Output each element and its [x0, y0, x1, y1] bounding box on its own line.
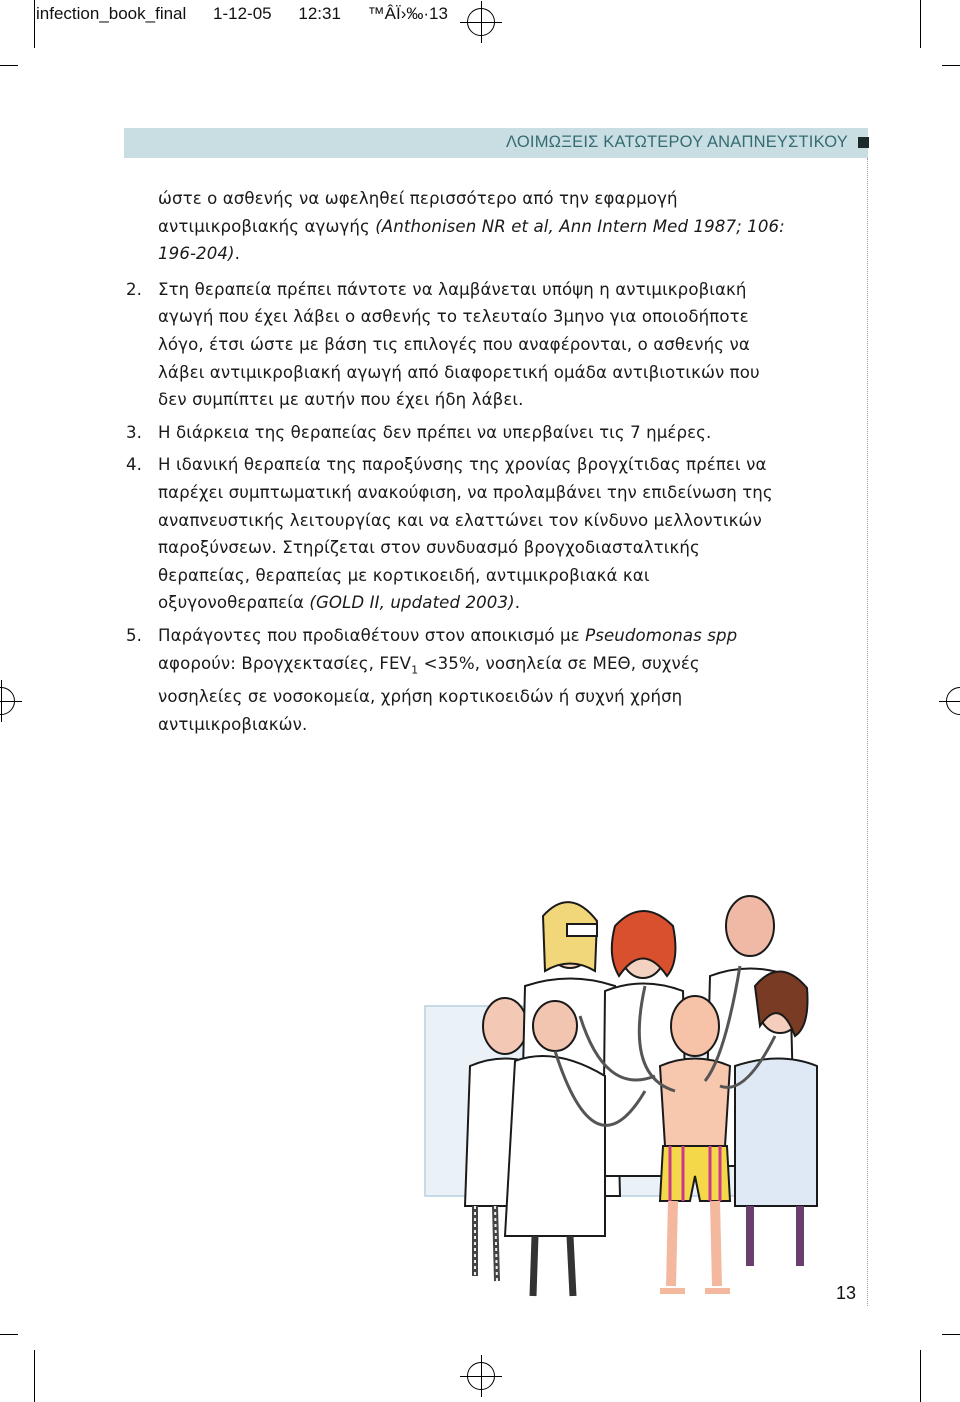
list-item-text: αφορούν: Βρογχεκτασίες, FEV: [158, 653, 412, 673]
list-item: [126, 451, 786, 617]
printer-slug: [36, 4, 470, 24]
margin-rule: [867, 158, 868, 1306]
list-number: 2.: [126, 279, 143, 299]
list-number: 5.: [126, 625, 143, 645]
registration-mark-icon: [467, 8, 495, 36]
body-text: [126, 185, 786, 744]
registration-mark-icon: [467, 1362, 495, 1390]
slug-time: 12:31: [298, 4, 341, 23]
citation: (GOLD II, updated 2003): [309, 593, 515, 613]
slug-filename: infection_book_final: [36, 4, 187, 23]
list-item: [126, 622, 786, 739]
running-header-title: ΛΟΙΜΩΞΕΙΣ ΚΑΤΩΤΕΡΟΥ ΑΝΑΠΝΕΥΣΤΙΚΟΥ: [506, 133, 848, 151]
slug-date: 1-12-05: [213, 4, 272, 23]
list-item-end: .: [514, 593, 521, 613]
registration-mark-icon: [946, 687, 960, 715]
continuation-end: .: [234, 244, 240, 264]
crop-mark: [920, 1350, 921, 1402]
crop-mark: [34, 0, 35, 48]
crop-mark: [34, 1350, 35, 1402]
continuation-paragraph: [126, 185, 786, 268]
crop-mark: [0, 1334, 18, 1335]
crop-mark: [0, 65, 18, 66]
list-item: [126, 276, 786, 414]
list-item-text: <35%, νοσηλεία σε ΜΕΘ, συχνές νοσηλείες σε νοσοκομεία, χρήση κορτικοειδών ή συχνή χρήση αντιμικροβιακών.: [158, 653, 700, 734]
list-number: 4.: [126, 455, 143, 475]
organism-name: Pseudomonas spp: [585, 625, 738, 645]
crop-mark: [920, 0, 921, 48]
list-item-text: Παράγοντες που προδιαθέτουν στον αποικισμό με: [158, 625, 586, 645]
page-number: 13: [836, 1283, 857, 1303]
list-item-text: Η διάρκεια της θεραπείας δεν πρέπει να υπερβαίνει τις 7 ημέρες.: [158, 422, 712, 442]
continuation-text: ώστε ο ασθενής να ωφεληθεί περισσότερο από την εφαρμογή αντιμικροβιακής αγωγής: [158, 189, 678, 236]
list-item-text: Στη θεραπεία πρέπει πάντοτε να λαμβάνεται υπόψη η αντιμικροβιακή αγωγή που έχει λάβει ο ασθενής το τελευταίο 3μηνο για οποιοδήποτε λόγο, έτσι ώστε με βάση τις επιλογές που αναφέρονται, ο ασθενής να λάβει αντιμικροβιακή αγωγή από διαφορετική ομάδα αντιβιοτικών που δεν συμπίπτει με αυτήν που έχει ήδη λάβει.: [158, 279, 760, 410]
slug-page-code: ™ÂÏ›‰·13: [367, 4, 448, 23]
list-number: 3.: [126, 422, 143, 442]
registration-mark-icon: [0, 687, 15, 715]
crop-mark: [942, 1334, 960, 1335]
list-item-text: Η ιδανική θεραπεία της παροξύνσης της χρονίας βρογχίτιδας πρέπει να παρέχει συμπτωματική ανακούφιση, να προλαμβάνει την επιδείνωση της αναπνευστικής λειτουργίας και να ελαττώνει τον κίνδυνο μελλοντικών παροξύνσεων. Στηρίζεται στον συνδυασμό βρογχοδιασταλτικής θεραπείας, θεραπείας με κορτικοειδή, αντιμικροβιακά και οξυγονοθεραπεία: [158, 455, 773, 613]
list-item: [126, 419, 786, 447]
crop-mark: [942, 65, 960, 66]
doctors-illustration: [405, 876, 825, 1316]
fev-subscript: 1: [411, 662, 419, 676]
citation: (Anthonisen NR et al, Ann Intern Med 1987; 106: 196-204): [158, 216, 785, 264]
header-square-bullet-icon: [858, 137, 869, 148]
